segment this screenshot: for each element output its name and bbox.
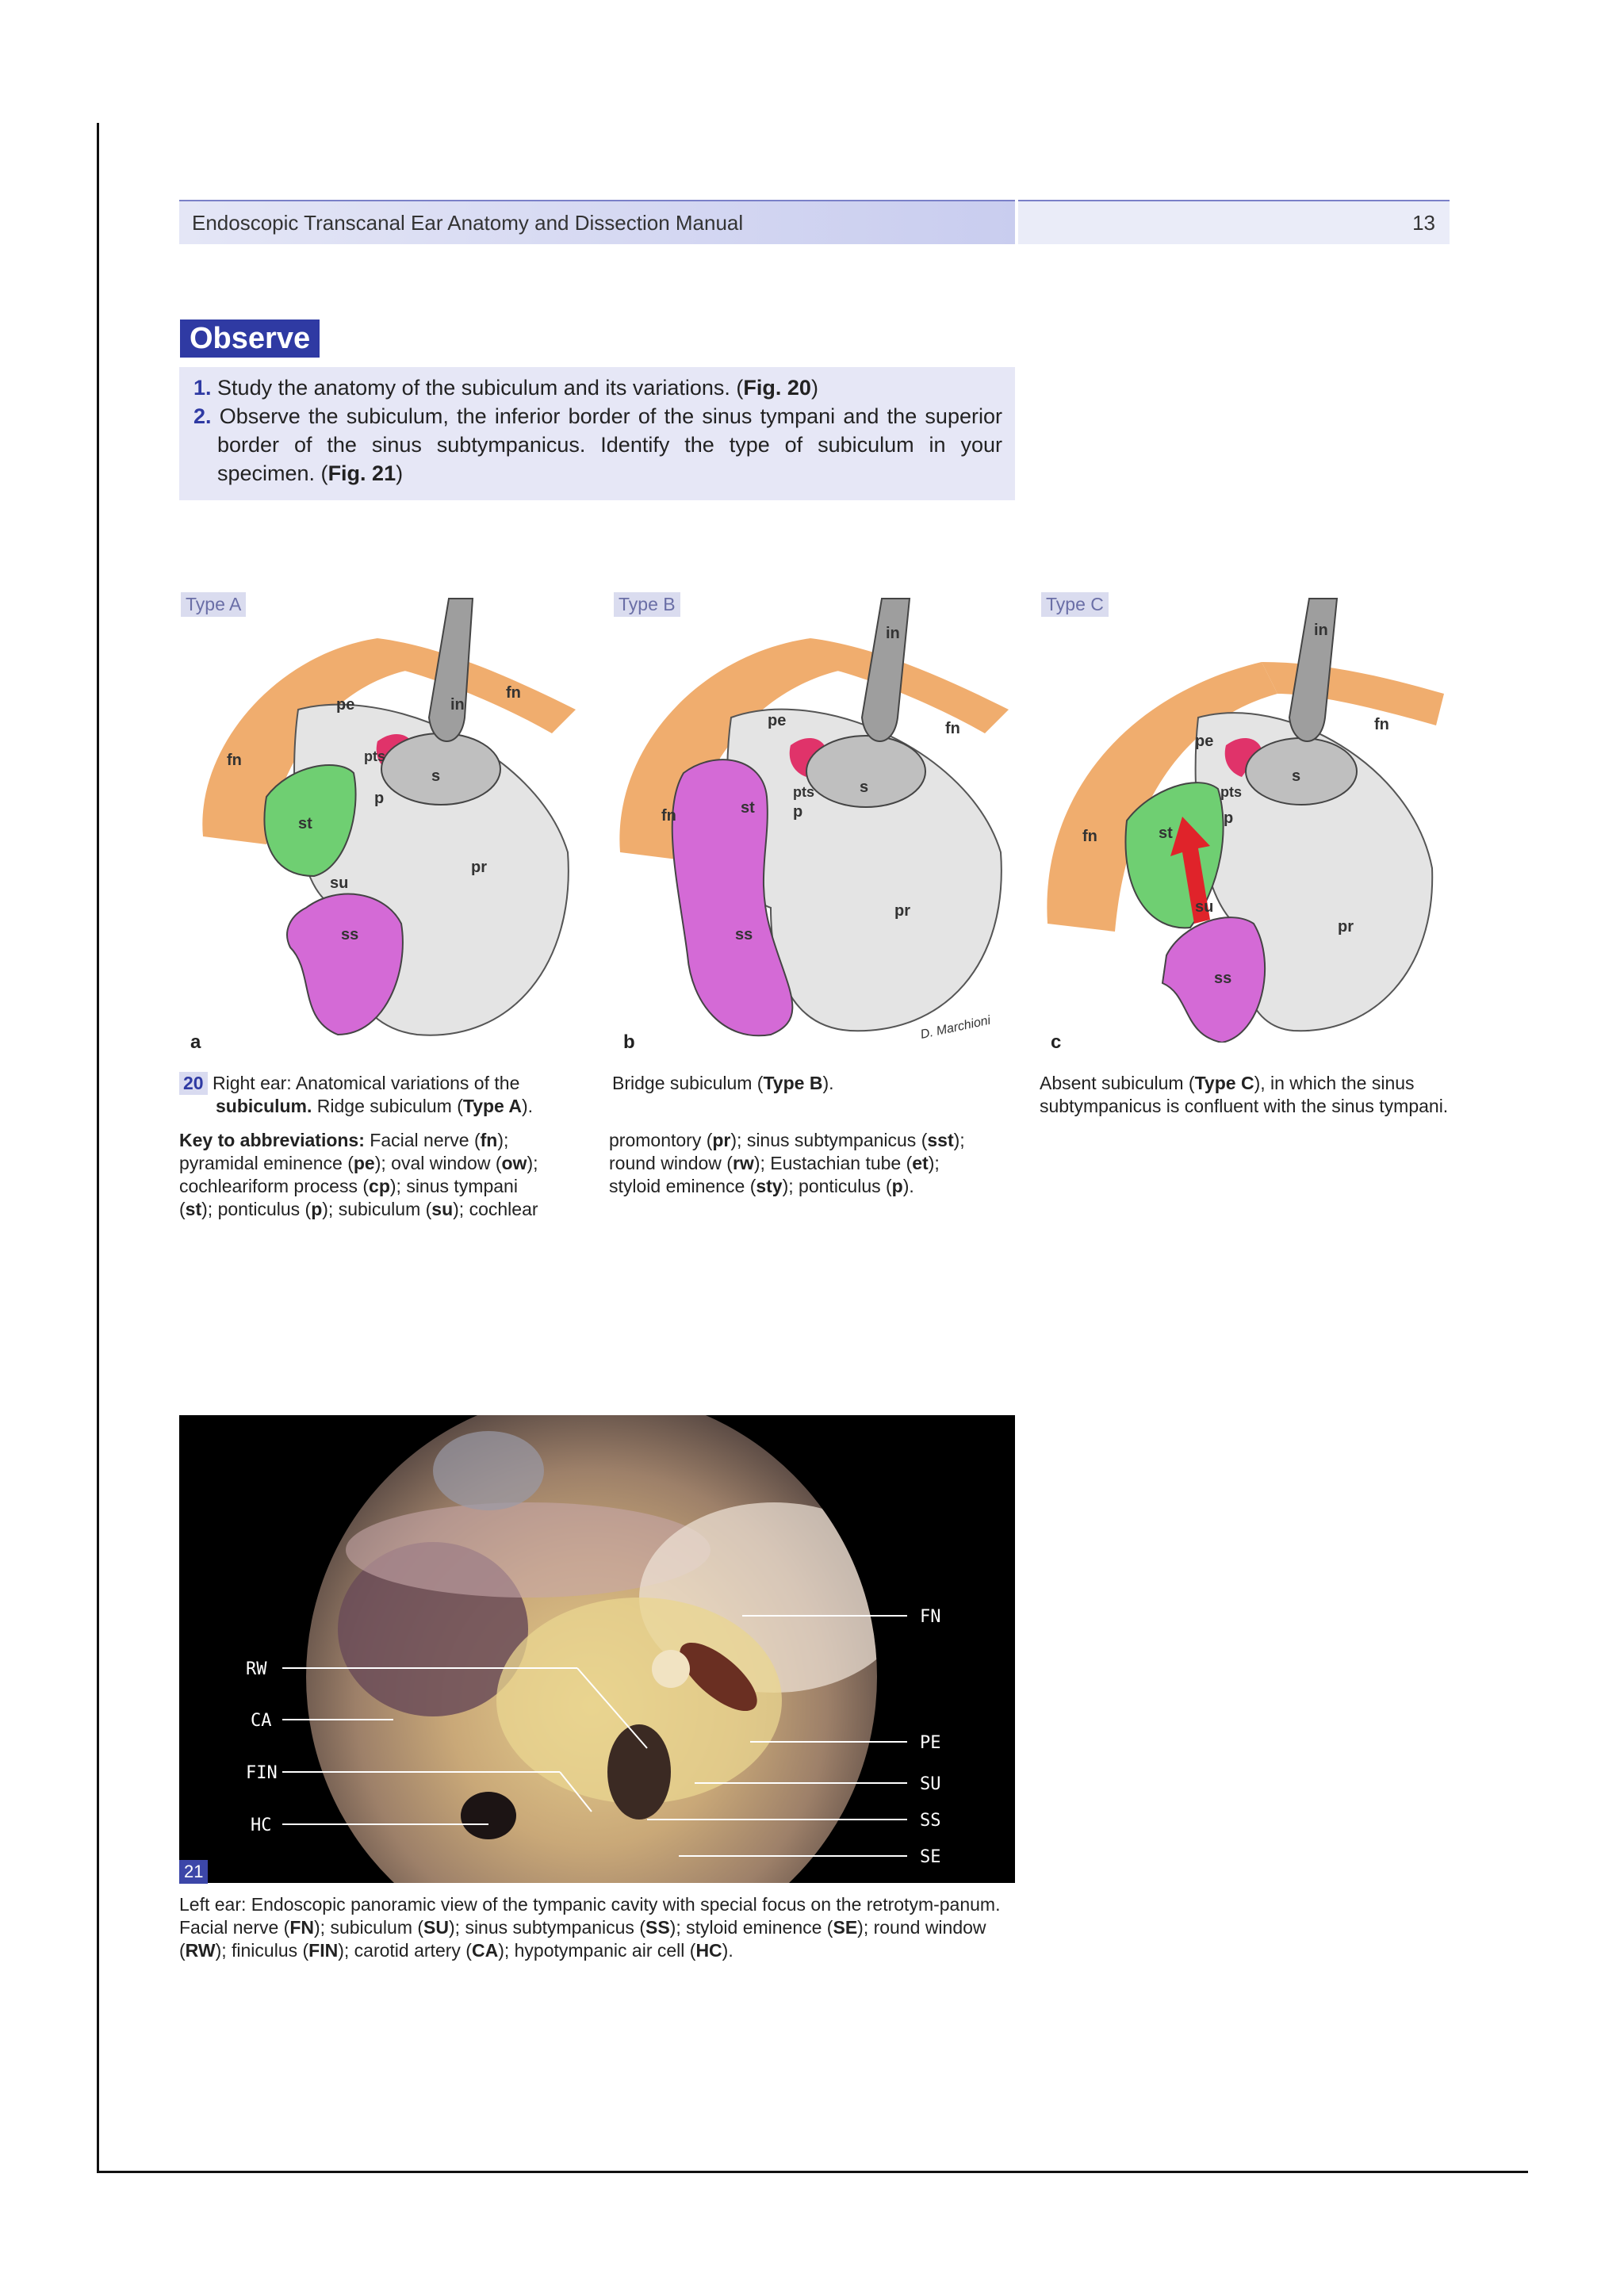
caption-fragment: CA — [471, 1940, 499, 1961]
photo-label-se: SE — [920, 1847, 941, 1867]
label-s: s — [860, 779, 869, 796]
photo-label-ss: SS — [920, 1811, 941, 1831]
label-pe: pe — [336, 696, 355, 714]
caption-fragment: FN — [289, 1917, 314, 1938]
type-label-c: Type C — [1041, 592, 1109, 617]
photo-label-fn: FN — [920, 1607, 941, 1627]
label-st: st — [741, 799, 755, 817]
fig20-illustration-a — [179, 591, 592, 1043]
caption-fragment: Left ear: Endoscopic panoramic view of the tympanic cavity with special focus on the retrotym-panum. Facial nerve ( — [179, 1894, 1001, 1938]
label-ss: ss — [341, 926, 359, 943]
caption-fragment: ); hypotympanic air cell ( — [498, 1940, 696, 1961]
caption-fragment: ); sinus subtympanicus ( — [449, 1917, 645, 1938]
caption-fragment: FIN — [308, 1940, 339, 1961]
label-fn: fn — [1082, 828, 1097, 845]
caption-fragment: ); round window ( — [179, 1917, 986, 1961]
fig20-illustration-c — [1040, 591, 1452, 1043]
caption-fragment: SU — [423, 1917, 449, 1938]
label-fn: fn — [506, 684, 521, 702]
label-s: s — [1292, 767, 1301, 785]
running-header-page — [1018, 200, 1450, 244]
label-pts: pts — [364, 748, 385, 764]
fig21-caption — [179, 1893, 1015, 1962]
label-pts: pts — [1220, 784, 1242, 800]
caption-fragment: RW — [185, 1940, 216, 1961]
illustrator-signature: D. Marchioni — [919, 1013, 992, 1042]
fig20-panel-b — [612, 591, 1025, 1053]
caption-fragment: HC — [695, 1940, 722, 1961]
fig20-panel-c — [1040, 591, 1452, 1053]
stapes-footplate-shape — [1246, 738, 1357, 805]
caption-fragment: ); styloid eminence ( — [669, 1917, 833, 1938]
photo-label-su: SU — [920, 1774, 941, 1794]
stapes-head — [652, 1650, 690, 1688]
stapes-footplate-shape — [806, 736, 925, 807]
label-in: in — [886, 625, 900, 642]
label-pts: pts — [793, 784, 814, 800]
fig21-illustration — [179, 1415, 1015, 1883]
page-bottom-rule — [97, 2171, 1528, 2173]
label-fn: fn — [227, 752, 242, 769]
label-p: p — [374, 790, 385, 807]
figure-21-badge: 21 — [179, 1860, 208, 1884]
hypotympanic-cell — [461, 1792, 516, 1839]
label-st: st — [1159, 825, 1173, 842]
caption-fragment: SS — [645, 1917, 670, 1938]
photo-label-ca: CA — [251, 1711, 272, 1731]
fig21-caption-text — [179, 1894, 1000, 1961]
photo-label-pe: PE — [920, 1733, 941, 1753]
label-in: in — [1314, 622, 1328, 639]
label-su: su — [1195, 898, 1214, 916]
running-header-title: Endoscopic Transcanal Ear Anatomy and Dissection Manual — [192, 211, 744, 235]
incus-shape — [1289, 599, 1337, 741]
label-ss: ss — [735, 926, 753, 943]
label-in: in — [450, 696, 465, 714]
figure-20-badge: 20 — [179, 1072, 208, 1095]
label-fn: fn — [1374, 716, 1389, 733]
photo-label-fin: FIN — [246, 1763, 278, 1783]
label-su: su — [330, 874, 349, 892]
observe-item-2: 2. Observe the subiculum, the inferior border of the sinus tympani and the superior border of the sinus subtympanicus. Identify the type of subiculum in your specimen. (Fig. 21) — [193, 404, 1002, 485]
observe-item-1: 1. Study the anatomy of the subiculum and its variations. (Fig. 20) — [193, 376, 818, 400]
label-p: p — [1224, 809, 1234, 827]
stapes-footplate-shape — [381, 733, 500, 805]
caption-fragment: ). — [722, 1940, 733, 1961]
caption-fragment: ); finiculus ( — [215, 1940, 309, 1961]
fig20-caption-c: Absent subiculum (Type C), in which the sinus subtympanicus is confluent with the sinus tympani. — [1040, 1073, 1449, 1116]
photo-label-rw: RW — [246, 1659, 267, 1679]
photo-label-hc: HC — [251, 1816, 272, 1835]
fig20-panel-a — [179, 591, 592, 1053]
label-st: st — [298, 815, 312, 832]
upper-structure — [433, 1431, 544, 1510]
page-number: 13 — [1412, 211, 1435, 235]
fig20-key-col1: Key to abbreviations: Facial nerve (fn); pyramidal eminence (pe); oval window (ow); cochleariform process (cp); sinus tympani (st); ponticulus (p); subiculum (su); cochlear — [179, 1130, 538, 1219]
label-pr: pr — [894, 902, 910, 920]
fig20-key-col2: promontory (pr); sinus subtympanicus (sst); round window (rw); Eustachian tube (et); styloid eminence (sty); ponticulus (p). — [609, 1130, 965, 1196]
label-pe: pe — [1195, 733, 1214, 750]
panel-letter-a: a — [190, 1031, 201, 1053]
fig20-illustration-b — [612, 591, 1025, 1043]
observe-heading: Observe — [180, 320, 320, 358]
panel-letter-b: b — [623, 1031, 635, 1053]
caption-fragment: SE — [833, 1917, 858, 1938]
page-left-rule — [97, 123, 99, 2172]
label-fn: fn — [945, 720, 960, 737]
label-p: p — [793, 803, 803, 821]
running-header — [179, 200, 1015, 244]
label-pr: pr — [471, 859, 487, 876]
fig20-caption-a: 20 Right ear: Anatomical variations of the subiculum. Ridge subiculum (Type A). — [179, 1072, 576, 1118]
incus-shape — [862, 599, 910, 741]
type-label-b: Type B — [614, 592, 680, 617]
type-label-a: Type A — [181, 592, 246, 617]
panel-letter-c: c — [1051, 1031, 1062, 1053]
fig20-caption-b: Bridge subiculum (Type B). — [612, 1073, 834, 1093]
label-fn: fn — [661, 807, 676, 825]
label-ss: ss — [1214, 970, 1232, 987]
fig21-endoscopic-photo — [179, 1415, 1015, 1883]
label-s: s — [431, 767, 441, 785]
caption-fragment: ); carotid artery ( — [338, 1940, 472, 1961]
observe-box — [179, 367, 1015, 500]
label-pe: pe — [768, 712, 787, 729]
caption-fragment: ); subiculum ( — [314, 1917, 424, 1938]
label-pr: pr — [1338, 918, 1354, 936]
